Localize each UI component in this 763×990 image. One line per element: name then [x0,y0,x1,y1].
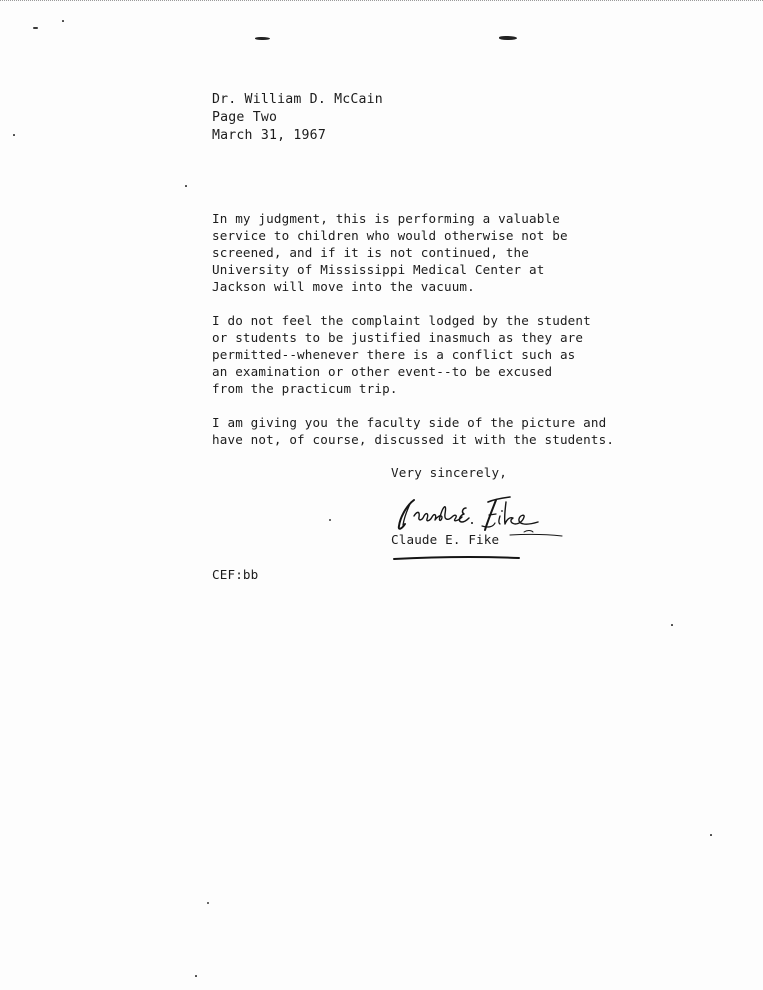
paragraph-1 [212,210,568,295]
scan-speck [62,20,64,22]
letterhead-remnant-mark [255,37,270,40]
paragraph-line: have not, of course, discussed it with the students. [212,432,615,447]
reference-initials: CEF:bb [212,567,259,582]
letter-header [212,91,383,145]
scan-speck [329,519,331,521]
scan-speck [195,975,197,977]
paragraph-line: permitted--whenever there is a conflict such as [212,347,576,362]
signer-name: Claude E. Fike [391,532,500,547]
scan-speck [710,834,712,836]
handwritten-signature [392,486,572,576]
paragraph-line: Jackson will move into the vacuum. [212,279,475,294]
scan-speck [185,185,187,187]
letterhead-remnant-mark [499,36,517,40]
scan-speck [33,27,38,29]
paragraph-line: from the practicum trip. [212,381,398,396]
scan-speck [13,134,15,136]
paragraph-line: screened, and if it is not continued, the [212,245,530,260]
recipient-line: Dr. William D. McCain [212,92,383,107]
paragraph-line: an examination or other event--to be excused [212,364,553,379]
paragraph-2 [212,312,591,397]
paragraph-line: In my judgment, this is performing a valuable [212,211,560,226]
paragraph-line: service to children who would otherwise not be [212,228,568,243]
paragraph-line: University of Mississippi Medical Center at [212,262,545,277]
scan-speck [207,902,209,904]
paragraph-line: I do not feel the complaint lodged by the student [212,313,591,328]
scan-speck [671,624,673,626]
page-number-line: Page Two [212,110,278,125]
paragraph-line: or students to be justified inasmuch as they are [212,330,584,345]
paragraph-3 [212,414,614,448]
closing-line: Very sincerely, [391,465,507,480]
date-line: March 31, 1967 [212,128,326,143]
top-edge-dotted-border [0,0,763,1]
paragraph-line: I am giving you the faculty side of the picture and [212,415,607,430]
